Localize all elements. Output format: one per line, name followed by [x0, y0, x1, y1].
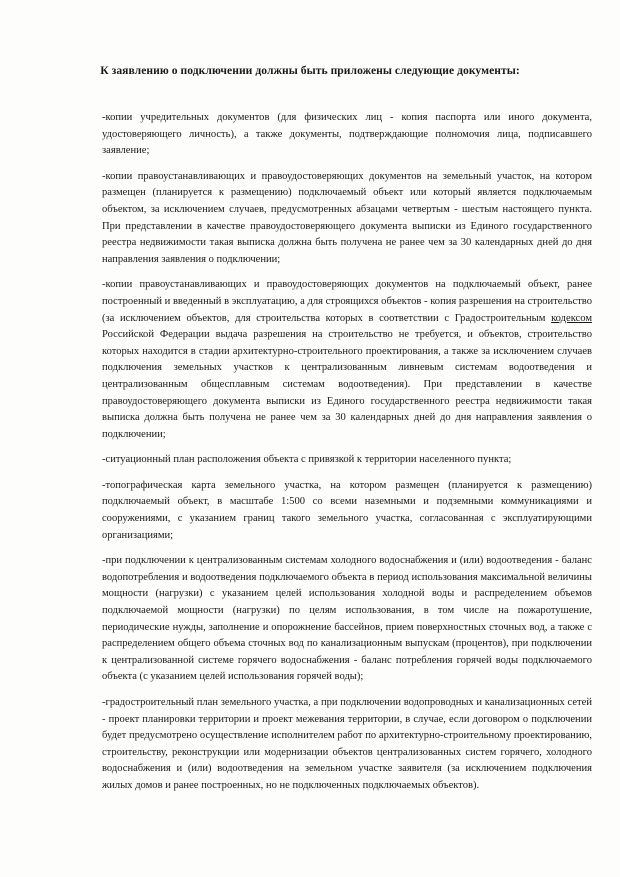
paragraph-text-after-link: Российской Федерации выдача разрешения на строительство не требуется, и объектов, строительство которых находится в стадии архитектурно-строительного проектирования, а также за исключением случаев подключения земельных участков к централизованным ливневым системам водоотведения и централизованным общесплавным системам водоотведения). При представлении в качестве правоудостоверяющего документа выписки из Единого государственного реестра недвижимости такая выписка должна быть получена не ранее чем за 30 календарных дней до дня направления заявления о подключении;	[102, 329, 592, 440]
paragraph-land-title-docs: -копии правоустанавливающих и правоудостоверяющих документов на земельный участок, на котором размещен (планируется к размещению) подключаемый объект или который является подключаемым объектом, за исключением случаев, предусмотренных абзацами четвертым - шестым настоящего пункта. При представлении в качестве правоудостоверяющего документа выписки из Единого государственного реестра недвижимости такая выписка должна быть получена не ранее чем за 30 календарных дней до дня направления заявления о подключении;	[102, 170, 592, 265]
paragraph-situation-plan: -ситуационный план расположения объекта с привязкой к территории населенного пункта;	[102, 454, 512, 466]
document-body	[102, 110, 592, 804]
paragraph-founding-docs: -копии учредительных документов (для физических лиц - копия паспорта или иного документа, удостоверяющего личность), а также документы, подтверждающие полномочия лица, подписавшего заявление;	[102, 112, 592, 157]
document-heading: К заявлению о подключении должны быть приложены следующие документы:	[100, 64, 520, 77]
paragraph-water-balance: -при подключении к централизованным системам холодного водоснабжения и (или) водоотведения - баланс водопотребления и водоотведения подключаемого объекта в период использования максимальной величины мощности (нагрузки) с указанием целей использования холодной воды и распределением объемов подключаемой мощности (нагрузки) по целям использования, в том числе на пожаротушение, периодические нужды, заполнение и опорожнение бассейнов, прием поверхностных сточных вод, а также с распределением общего объема сточных вод по канализационным выпускам (процентов), при подключении к централизованной системе горячего водоснабжения - баланс потребления горячей воды подключаемого объекта (с указанием целей использования горячей воды);	[102, 555, 592, 683]
paragraph-urban-plan: -градостроительный план земельного участка, а при подключении водопроводных и канализационных сетей - проект планировки территории и проект межевания территории, в случае, если договором о подключении будет предусмотрено осуществление исполнителем работ по архитектурно-строительному проектированию, строительству, реконструкции или модернизации объектов централизованных систем горячего, холодного водоснабжения и (или) водоотведения на земельном участке заявителя (за исключением подключения жилых домов и ранее построенных, но не подключенных подключаемых объектов).	[102, 697, 592, 791]
paragraph-object-title-docs	[102, 277, 592, 443]
paragraph-topographic-map: -топографическая карта земельного участка, на котором размещен (планируется к размещению) подключаемый объект, в масштабе 1:500 со всеми наземными и подземными коммуникациями и сооружениями, с указанием границ такого земельного участка, согласованная с эксплуатирующими организациями;	[102, 479, 592, 541]
paragraph-text-before-link: -копии правоустанавливающих и правоудостоверяющих документов на подключаемый объект, ранее построенный и введенный в эксплуатацию, а для строящихся объектов - копия разрешения на строительство (за исключением объектов, для строительства которых в соответствии с Градостроительным	[102, 279, 592, 324]
codex-link[interactable]: кодексом	[551, 312, 592, 324]
